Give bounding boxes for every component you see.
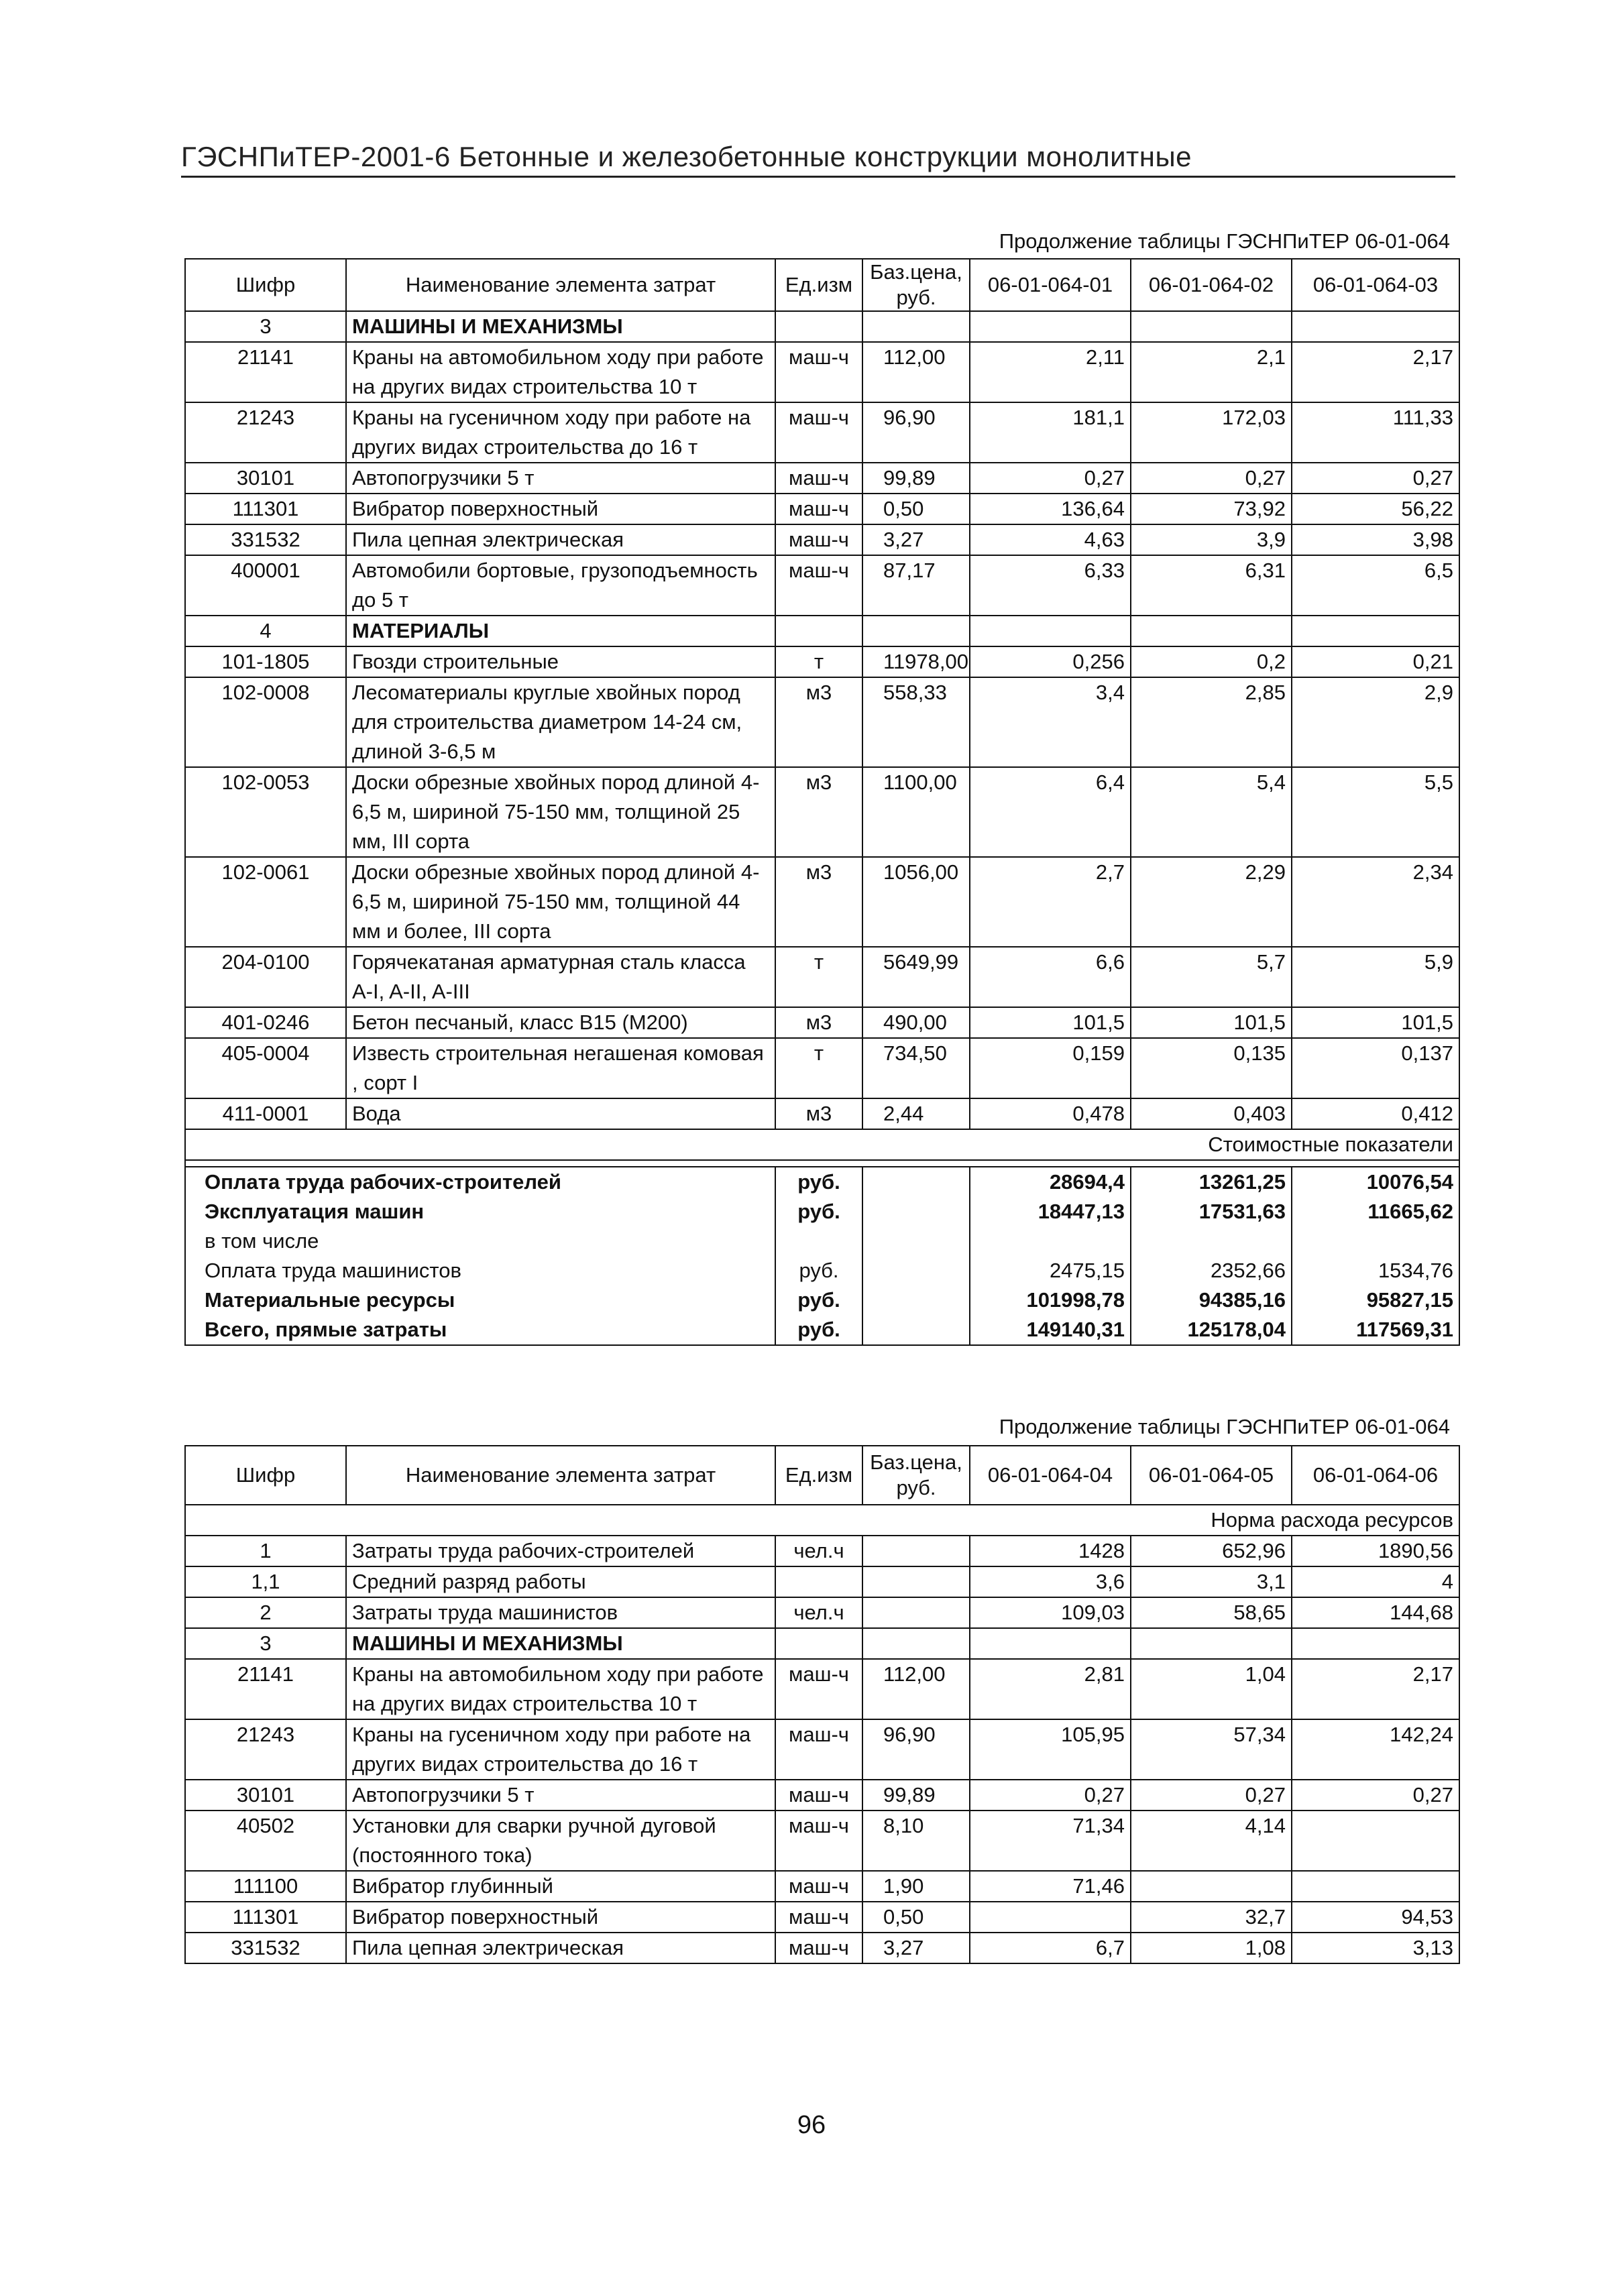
cell-name: Автопогрузчики 5 т	[346, 1780, 775, 1811]
col-header-v2: 06-01-064-05	[1131, 1446, 1292, 1505]
empty-cell	[1131, 1628, 1292, 1659]
table-row	[185, 1871, 1459, 1902]
cell-name: Затраты труда машинистов	[346, 1597, 775, 1628]
table-row	[185, 1811, 1459, 1871]
table-row	[185, 677, 1459, 767]
page-number: 96	[797, 2111, 826, 2139]
cell-unit: т	[775, 947, 862, 1007]
cell-value-2: 0,135	[1131, 1038, 1292, 1098]
cell-code: 331532	[185, 1933, 346, 1963]
cell-value-1: 71,46	[970, 1871, 1131, 1902]
table-row	[185, 463, 1459, 494]
empty-cell	[862, 1285, 970, 1315]
total-name: Всего, прямые затраты	[185, 1315, 775, 1345]
total-value-2	[1131, 1226, 1292, 1256]
table-row	[185, 857, 1459, 947]
col-header-unit: Ед.изм	[775, 1446, 862, 1505]
cell-value-2: 101,5	[1131, 1007, 1292, 1038]
cell-price: 0,50	[862, 494, 970, 524]
cost-indicators-note: Стоимостные показатели	[185, 1129, 1459, 1160]
total-value-3: 10076,54	[1292, 1167, 1459, 1197]
cell-price: 5649,99	[862, 947, 970, 1007]
cell-name: Затраты труда рабочих-строителей	[346, 1536, 775, 1566]
total-value-1	[970, 1226, 1131, 1256]
total-value-2: 2352,66	[1131, 1256, 1292, 1285]
col-header-code: Шифр	[185, 1446, 346, 1505]
cell-name: Вибратор поверхностный	[346, 494, 775, 524]
section-code: 3	[185, 311, 346, 342]
cell-unit: маш-ч	[775, 1933, 862, 1963]
empty-cell	[970, 616, 1131, 646]
cell-price	[862, 1536, 970, 1566]
total-row	[185, 1197, 1459, 1226]
total-value-3: 95827,15	[1292, 1285, 1459, 1315]
table-row	[185, 524, 1459, 555]
table-row	[185, 342, 1459, 402]
cell-name: Лесоматериалы круглые хвойных пород для строительства диаметром 14-24 см, длиной 3-6,5 м	[346, 677, 775, 767]
cell-value-2: 58,65	[1131, 1597, 1292, 1628]
col-header-v3: 06-01-064-06	[1292, 1446, 1459, 1505]
cell-price: 99,89	[862, 1780, 970, 1811]
cell-code: 40502	[185, 1811, 346, 1871]
cell-value-1: 109,03	[970, 1597, 1131, 1628]
cell-value-2: 0,27	[1131, 1780, 1292, 1811]
total-unit	[775, 1226, 862, 1256]
total-unit: руб.	[775, 1285, 862, 1315]
table-row	[185, 1780, 1459, 1811]
table-row	[185, 494, 1459, 524]
cell-value-1: 136,64	[970, 494, 1131, 524]
table-row	[185, 1659, 1459, 1719]
empty-cell	[862, 1315, 970, 1345]
cell-code: 111100	[185, 1871, 346, 1902]
section-code: 3	[185, 1628, 346, 1659]
total-unit: руб.	[775, 1197, 862, 1226]
cell-unit: м3	[775, 857, 862, 947]
cell-value-1: 0,478	[970, 1098, 1131, 1129]
cell-value-2: 3,9	[1131, 524, 1292, 555]
cell-price: 1100,00	[862, 767, 970, 857]
cell-unit: маш-ч	[775, 1902, 862, 1933]
cost-indicators-note-row	[185, 1129, 1459, 1160]
empty-cell	[775, 616, 862, 646]
table-row	[185, 1933, 1459, 1963]
cell-value-1: 0,27	[970, 463, 1131, 494]
section-code: 4	[185, 616, 346, 646]
cell-name: Краны на автомобильном ходу при работе на других видах строительства 10 т	[346, 342, 775, 402]
cell-code: 102-0053	[185, 767, 346, 857]
cell-value-2: 0,27	[1131, 463, 1292, 494]
cell-value-1: 6,7	[970, 1933, 1131, 1963]
cell-code: 21141	[185, 1659, 346, 1719]
cell-unit: чел.ч	[775, 1597, 862, 1628]
cell-name: Автопогрузчики 5 т	[346, 463, 775, 494]
cell-unit: маш-ч	[775, 402, 862, 463]
col-header-v1: 06-01-064-04	[970, 1446, 1131, 1505]
table1-caption: Продолжение таблицы ГЭСНПиТЕР 06-01-064	[999, 229, 1450, 253]
cell-value-1: 71,34	[970, 1811, 1131, 1871]
section-title: МАШИНЫ И МЕХАНИЗМЫ	[346, 1628, 775, 1659]
cell-value-3: 94,53	[1292, 1902, 1459, 1933]
total-unit: руб.	[775, 1167, 862, 1197]
cell-value-2: 5,4	[1131, 767, 1292, 857]
col-header-code: Шифр	[185, 259, 346, 311]
cell-unit: маш-ч	[775, 1780, 862, 1811]
cell-value-2: 172,03	[1131, 402, 1292, 463]
cell-name: Вибратор глубинный	[346, 1871, 775, 1902]
empty-cell	[775, 1628, 862, 1659]
cell-value-3: 3,13	[1292, 1933, 1459, 1963]
table-row	[185, 1007, 1459, 1038]
cell-price: 87,17	[862, 555, 970, 616]
cell-value-1: 2,7	[970, 857, 1131, 947]
cell-value-3	[1292, 1871, 1459, 1902]
total-row	[185, 1167, 1459, 1197]
cell-code: 204-0100	[185, 947, 346, 1007]
col-header-v3: 06-01-064-03	[1292, 259, 1459, 311]
cell-name: Горячекатаная арматурная сталь класса A-I, A-II, A-III	[346, 947, 775, 1007]
cell-unit: маш-ч	[775, 1871, 862, 1902]
cell-value-1: 3,4	[970, 677, 1131, 767]
cell-value-3: 0,21	[1292, 646, 1459, 677]
total-value-1: 18447,13	[970, 1197, 1131, 1226]
col-header-v1: 06-01-064-01	[970, 259, 1131, 311]
total-row	[185, 1256, 1459, 1285]
cell-name: Средний разряд работы	[346, 1566, 775, 1597]
cell-value-3: 101,5	[1292, 1007, 1459, 1038]
cell-code: 411-0001	[185, 1098, 346, 1129]
cell-value-2: 0,403	[1131, 1098, 1292, 1129]
table-row	[185, 555, 1459, 616]
total-name: Оплата труда машинистов	[185, 1256, 775, 1285]
col-header-name: Наименование элемента затрат	[346, 1446, 775, 1505]
cell-code: 102-0008	[185, 677, 346, 767]
total-name: Оплата труда рабочих-строителей	[185, 1167, 775, 1197]
cell-code: 331532	[185, 524, 346, 555]
cell-price: 96,90	[862, 1719, 970, 1780]
empty-cell	[970, 311, 1131, 342]
col-header-unit: Ед.изм	[775, 259, 862, 311]
cell-unit: м3	[775, 677, 862, 767]
cell-name: Бетон песчаный, класс В15 (М200)	[346, 1007, 775, 1038]
cell-price	[862, 1597, 970, 1628]
cell-price: 0,50	[862, 1902, 970, 1933]
cell-unit	[775, 1566, 862, 1597]
section-title: МАШИНЫ И МЕХАНИЗМЫ	[346, 311, 775, 342]
spacer-row	[185, 1160, 1459, 1167]
cell-price: 8,10	[862, 1811, 970, 1871]
cell-value-2: 2,85	[1131, 677, 1292, 767]
cell-code: 400001	[185, 555, 346, 616]
cell-value-3: 4	[1292, 1566, 1459, 1597]
total-name: Материальные ресурсы	[185, 1285, 775, 1315]
cell-name: Автомобили бортовые, грузоподъемность до 5 т	[346, 555, 775, 616]
table-row	[185, 1038, 1459, 1098]
cell-value-2: 0,2	[1131, 646, 1292, 677]
empty-cell	[1131, 311, 1292, 342]
empty-cell	[1292, 311, 1459, 342]
cell-unit: маш-ч	[775, 555, 862, 616]
cell-name: Краны на автомобильном ходу при работе на других видах строительства 10 т	[346, 1659, 775, 1719]
cell-price: 112,00	[862, 1659, 970, 1719]
total-value-1: 149140,31	[970, 1315, 1131, 1345]
section-title: МАТЕРИАЛЫ	[346, 616, 775, 646]
cell-value-3: 0,412	[1292, 1098, 1459, 1129]
cell-name: Доски обрезные хвойных пород длиной 4-6,5 м, шириной 75-150 мм, толщиной 44 мм и более, III сорта	[346, 857, 775, 947]
cell-value-3: 144,68	[1292, 1597, 1459, 1628]
cell-unit: маш-ч	[775, 1719, 862, 1780]
cell-code: 405-0004	[185, 1038, 346, 1098]
cell-value-3	[1292, 1811, 1459, 1871]
total-row	[185, 1285, 1459, 1315]
cell-value-1: 0,159	[970, 1038, 1131, 1098]
table-row	[185, 767, 1459, 857]
cell-price: 99,89	[862, 463, 970, 494]
resource-norm-note-row	[185, 1505, 1459, 1536]
cell-code: 2	[185, 1597, 346, 1628]
cell-value-3: 2,34	[1292, 857, 1459, 947]
cell-unit: маш-ч	[775, 524, 862, 555]
cell-value-2: 1,08	[1131, 1933, 1292, 1963]
cell-name: Доски обрезные хвойных пород длиной 4-6,5 м, шириной 75-150 мм, толщиной 25 мм, III сорта	[346, 767, 775, 857]
cell-code: 111301	[185, 1902, 346, 1933]
cell-code: 101-1805	[185, 646, 346, 677]
cell-unit: м3	[775, 1098, 862, 1129]
cell-unit: м3	[775, 1007, 862, 1038]
total-value-3: 1534,76	[1292, 1256, 1459, 1285]
cell-value-3: 0,27	[1292, 1780, 1459, 1811]
table-row	[185, 646, 1459, 677]
cell-value-2: 5,7	[1131, 947, 1292, 1007]
cell-value-2: 4,14	[1131, 1811, 1292, 1871]
table-row	[185, 1536, 1459, 1566]
cell-name: Краны на гусеничном ходу при работе на других видах строительства до 16 т	[346, 1719, 775, 1780]
total-value-3: 11665,62	[1292, 1197, 1459, 1226]
empty-cell	[970, 1628, 1131, 1659]
cell-value-3: 0,27	[1292, 463, 1459, 494]
cell-price: 558,33	[862, 677, 970, 767]
total-unit: руб.	[775, 1315, 862, 1345]
cell-unit: маш-ч	[775, 463, 862, 494]
total-row	[185, 1226, 1459, 1256]
cell-value-3: 5,9	[1292, 947, 1459, 1007]
table2-caption: Продолжение таблицы ГЭСНПиТЕР 06-01-064	[999, 1415, 1450, 1438]
cell-name: Установки для сварки ручной дуговой (постоянного тока)	[346, 1811, 775, 1871]
cell-value-1: 101,5	[970, 1007, 1131, 1038]
cell-price: 734,50	[862, 1038, 970, 1098]
total-value-1: 2475,15	[970, 1256, 1131, 1285]
total-value-1: 28694,4	[970, 1167, 1131, 1197]
cell-unit: т	[775, 646, 862, 677]
cell-value-3: 56,22	[1292, 494, 1459, 524]
cell-value-2: 3,1	[1131, 1566, 1292, 1597]
cell-value-1	[970, 1902, 1131, 1933]
cell-name: Известь строительная негашеная комовая , сорт I	[346, 1038, 775, 1098]
cell-name: Пила цепная электрическая	[346, 1933, 775, 1963]
cell-value-3: 2,9	[1292, 677, 1459, 767]
cell-value-1: 6,33	[970, 555, 1131, 616]
cell-value-2: 652,96	[1131, 1536, 1292, 1566]
cell-code: 30101	[185, 463, 346, 494]
cell-value-2: 2,1	[1131, 342, 1292, 402]
cell-name: Вибратор поверхностный	[346, 1902, 775, 1933]
table-row	[185, 1902, 1459, 1933]
cell-value-3: 142,24	[1292, 1719, 1459, 1780]
empty-cell	[862, 311, 970, 342]
cell-price: 2,44	[862, 1098, 970, 1129]
empty-cell	[1292, 1628, 1459, 1659]
cell-code: 401-0246	[185, 1007, 346, 1038]
cell-value-1: 4,63	[970, 524, 1131, 555]
cell-value-3: 5,5	[1292, 767, 1459, 857]
cell-price: 1056,00	[862, 857, 970, 947]
cell-code: 21243	[185, 1719, 346, 1780]
col-header-price: Баз.цена, руб.	[862, 1446, 970, 1505]
cell-value-2	[1131, 1871, 1292, 1902]
cell-value-3: 1890,56	[1292, 1536, 1459, 1566]
total-value-2: 125178,04	[1131, 1315, 1292, 1345]
cell-value-3: 0,137	[1292, 1038, 1459, 1098]
cell-value-3: 2,17	[1292, 342, 1459, 402]
cell-unit: маш-ч	[775, 494, 862, 524]
cell-value-1: 6,4	[970, 767, 1131, 857]
cell-value-3: 6,5	[1292, 555, 1459, 616]
cell-value-1: 6,6	[970, 947, 1131, 1007]
cell-value-1: 0,27	[970, 1780, 1131, 1811]
cell-code: 30101	[185, 1780, 346, 1811]
cell-value-3: 3,98	[1292, 524, 1459, 555]
cell-code: 1,1	[185, 1566, 346, 1597]
cell-unit: маш-ч	[775, 1811, 862, 1871]
cell-price	[862, 1566, 970, 1597]
total-name: в том числе	[185, 1226, 775, 1256]
empty-cell	[862, 1197, 970, 1226]
total-value-2: 13261,25	[1131, 1167, 1292, 1197]
cell-price: 96,90	[862, 402, 970, 463]
cell-price: 112,00	[862, 342, 970, 402]
cell-value-1: 105,95	[970, 1719, 1131, 1780]
empty-cell	[862, 616, 970, 646]
total-value-2: 17531,63	[1131, 1197, 1292, 1226]
empty-cell	[862, 1167, 970, 1197]
total-name: Эксплуатация машин	[185, 1197, 775, 1226]
cell-value-1: 2,81	[970, 1659, 1131, 1719]
resource-table-1	[184, 258, 1460, 1346]
cell-code: 102-0061	[185, 857, 346, 947]
cell-code: 111301	[185, 494, 346, 524]
cell-value-1: 2,11	[970, 342, 1131, 402]
table-row	[185, 1719, 1459, 1780]
col-header-name: Наименование элемента затрат	[346, 259, 775, 311]
resource-table-2	[184, 1445, 1460, 1964]
cell-price: 490,00	[862, 1007, 970, 1038]
cell-value-1: 0,256	[970, 646, 1131, 677]
cell-value-1: 3,6	[970, 1566, 1131, 1597]
table-row	[185, 1566, 1459, 1597]
spacer-cell	[185, 1160, 1459, 1167]
cell-code: 21141	[185, 342, 346, 402]
cell-unit: чел.ч	[775, 1536, 862, 1566]
cell-value-2: 1,04	[1131, 1659, 1292, 1719]
col-header-v2: 06-01-064-02	[1131, 259, 1292, 311]
cell-value-2: 57,34	[1131, 1719, 1292, 1780]
cell-name: Вода	[346, 1098, 775, 1129]
section-row	[185, 616, 1459, 646]
cell-code: 21243	[185, 402, 346, 463]
cell-value-1: 181,1	[970, 402, 1131, 463]
page-header: ГЭСНПиТЕР-2001-6 Бетонные и железобетонные конструкции монолитные	[181, 141, 1455, 178]
cell-name: Гвозди строительные	[346, 646, 775, 677]
total-value-3	[1292, 1226, 1459, 1256]
cell-code: 1	[185, 1536, 346, 1566]
table-row	[185, 1597, 1459, 1628]
table-row	[185, 402, 1459, 463]
empty-cell	[862, 1628, 970, 1659]
total-value-3: 117569,31	[1292, 1315, 1459, 1345]
cell-value-3: 2,17	[1292, 1659, 1459, 1719]
section-row	[185, 311, 1459, 342]
total-value-2: 94385,16	[1131, 1285, 1292, 1315]
table-row	[185, 947, 1459, 1007]
cell-value-2: 32,7	[1131, 1902, 1292, 1933]
cell-value-3: 111,33	[1292, 402, 1459, 463]
cell-price: 1,90	[862, 1871, 970, 1902]
section-row	[185, 1628, 1459, 1659]
cell-value-2: 2,29	[1131, 857, 1292, 947]
total-value-1: 101998,78	[970, 1285, 1131, 1315]
empty-cell	[1131, 616, 1292, 646]
cell-name: Краны на гусеничном ходу при работе на других видах строительства до 16 т	[346, 402, 775, 463]
cell-name: Пила цепная электрическая	[346, 524, 775, 555]
resource-norm-note: Норма расхода ресурсов	[185, 1505, 1459, 1536]
empty-cell	[862, 1226, 970, 1256]
cell-unit: маш-ч	[775, 342, 862, 402]
total-row	[185, 1315, 1459, 1345]
cell-unit: маш-ч	[775, 1659, 862, 1719]
table-row	[185, 1098, 1459, 1129]
cell-value-2: 73,92	[1131, 494, 1292, 524]
empty-cell	[775, 311, 862, 342]
total-unit: руб.	[775, 1256, 862, 1285]
empty-cell	[862, 1256, 970, 1285]
cell-price: 3,27	[862, 1933, 970, 1963]
cell-value-2: 6,31	[1131, 555, 1292, 616]
col-header-price: Баз.цена, руб.	[862, 259, 970, 311]
cell-value-1: 1428	[970, 1536, 1131, 1566]
empty-cell	[1292, 616, 1459, 646]
cell-unit: м3	[775, 767, 862, 857]
cell-price: 11978,00	[862, 646, 970, 677]
cell-price: 3,27	[862, 524, 970, 555]
cell-unit: т	[775, 1038, 862, 1098]
